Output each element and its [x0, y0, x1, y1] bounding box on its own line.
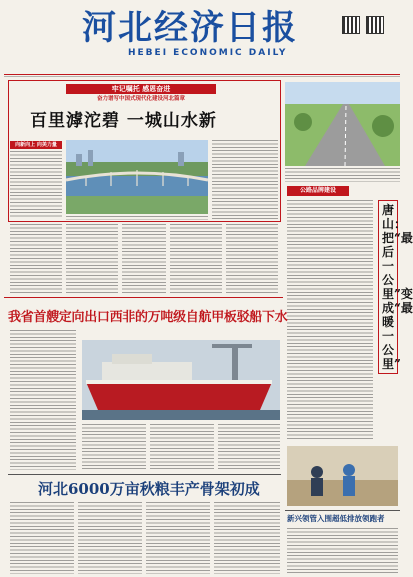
ship-text-col-3: [150, 424, 214, 470]
bottom-left-headline: 河北6000万亩秋粮丰产骨架初成: [38, 480, 260, 498]
bottom-left-text-col-2: [78, 502, 142, 574]
bottom-right-headline: 新兴领管入围超低排放领跑者: [287, 514, 385, 523]
right-photo-road: [285, 82, 400, 166]
lead-text-col-2: [66, 224, 118, 294]
lead-photo-caption: [66, 216, 208, 220]
right-column-text: [287, 200, 373, 440]
right-photo-workers: [287, 446, 398, 506]
lead-left-column-text: [10, 151, 62, 219]
lead-banner-1: 牢记嘱托 感恩奋进: [66, 84, 216, 94]
lead-banner-2: 奋力谱写中国式现代化建设河北篇章: [96, 96, 185, 102]
masthead-english: HEBEI ECONOMIC DAILY: [128, 48, 288, 58]
bottom-left-divider: [8, 474, 281, 475]
qr-code-icon: [366, 16, 384, 34]
lead-side-tag: 向新向上 向美力量: [10, 141, 62, 149]
ship-section-divider: [4, 297, 283, 298]
bottom-left-text-col-1: [10, 502, 74, 574]
masthead-divider: [4, 74, 400, 75]
bottom-right-text: [287, 528, 398, 574]
ship-text-col-4: [218, 424, 280, 470]
masthead-divider-thin: [4, 76, 400, 77]
bottom-right-divider: [285, 510, 400, 511]
ship-text-col-1: [10, 330, 76, 470]
right-column-headline: 唐山：把“最后一公里”变成“最暖一公里”: [378, 200, 398, 374]
right-photo-caption: [285, 168, 400, 182]
lead-text-col-4: [170, 224, 222, 294]
bottom-left-text-col-4: [214, 502, 280, 574]
masthead-title: 河北经济日报: [82, 8, 298, 48]
lead-headline: 百里滹沱碧 一城山水新: [30, 111, 217, 131]
right-column-tag: 公路品牌建设: [287, 186, 349, 196]
qr-code-icon: [342, 16, 360, 34]
lead-text-col-3: [122, 224, 166, 294]
lead-text-col-5: [226, 224, 278, 294]
ship-text-col-2: [82, 424, 146, 470]
ship-photo-barge: [82, 340, 280, 420]
lead-text-col-1: [10, 224, 62, 294]
lead-right-column-text: [212, 140, 278, 220]
lead-photo-river-bridge: [66, 140, 208, 214]
bottom-left-text-col-3: [146, 502, 210, 574]
ship-headline: 我省首艘定向出口西非的万吨级自航甲板驳船下水: [8, 310, 288, 325]
